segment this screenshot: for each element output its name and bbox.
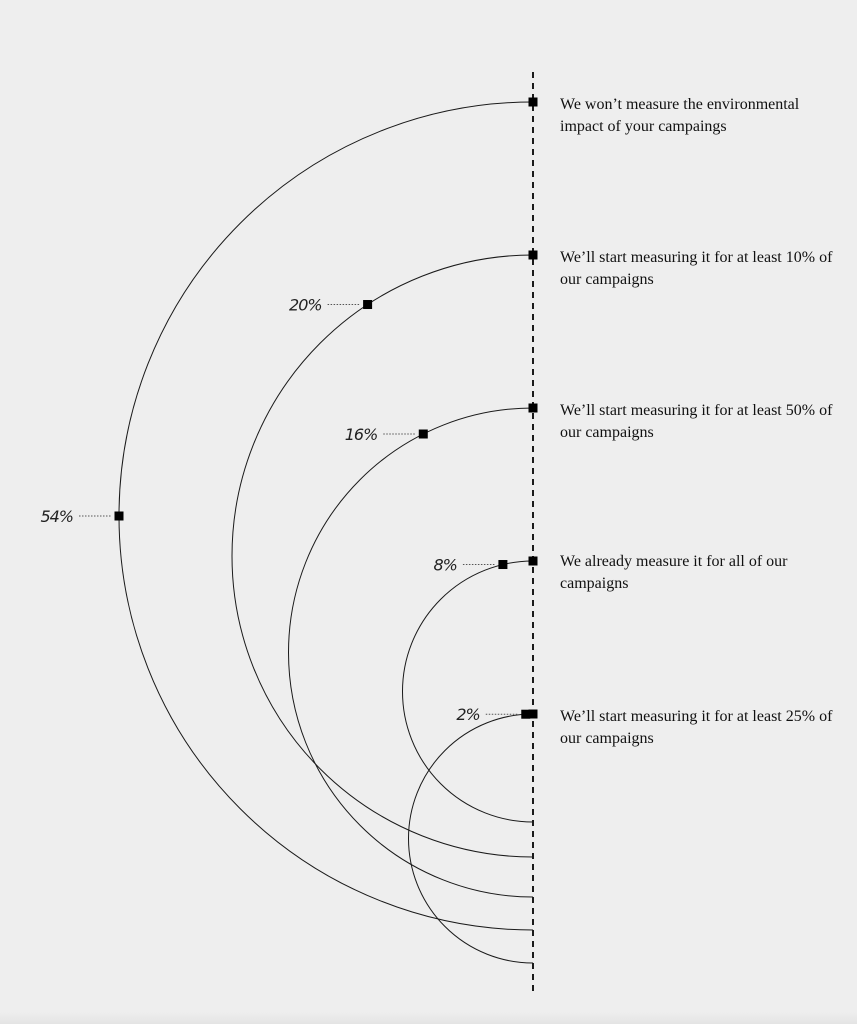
answer-label-5: We’ll start measuring it for at least 25% of our campaigns: [560, 708, 833, 747]
answer-label-4: We already measure it for all of our campaigns: [560, 553, 788, 592]
value-label-1: 54%: [40, 507, 73, 526]
percent-labels-group: [40, 296, 479, 725]
answer-label-2: We’ll start measuring it for at least 10% of our campaigns: [560, 249, 833, 288]
value-label-2: 20%: [289, 295, 322, 315]
arcs-group: [119, 102, 533, 963]
leaders-group: [79, 305, 518, 715]
answer-label-3: We’ll start measuring it for at least 50% of our campaigns: [560, 402, 833, 441]
arc-start-marker-4: [529, 557, 538, 566]
arc-start-marker-2: [529, 251, 538, 260]
arc-3: [289, 408, 534, 897]
value-marker-2: [363, 300, 372, 309]
arc-start-marker-1: [529, 98, 538, 107]
value-label-3: 16%: [344, 425, 378, 445]
bottom-fade: [0, 1012, 857, 1024]
value-label-4: 8%: [433, 555, 457, 575]
arc-start-marker-3: [529, 404, 538, 413]
value-marker-1: [115, 512, 124, 521]
value-marker-4: [498, 560, 507, 569]
value-marker-3: [419, 430, 428, 439]
answer-label-1: We won’t measure the environmental impact of your campaings: [560, 96, 800, 135]
arc-2: [232, 255, 533, 857]
markers-group: [115, 98, 538, 719]
value-marker-5: [521, 710, 530, 719]
value-label-5: 2%: [456, 705, 480, 725]
